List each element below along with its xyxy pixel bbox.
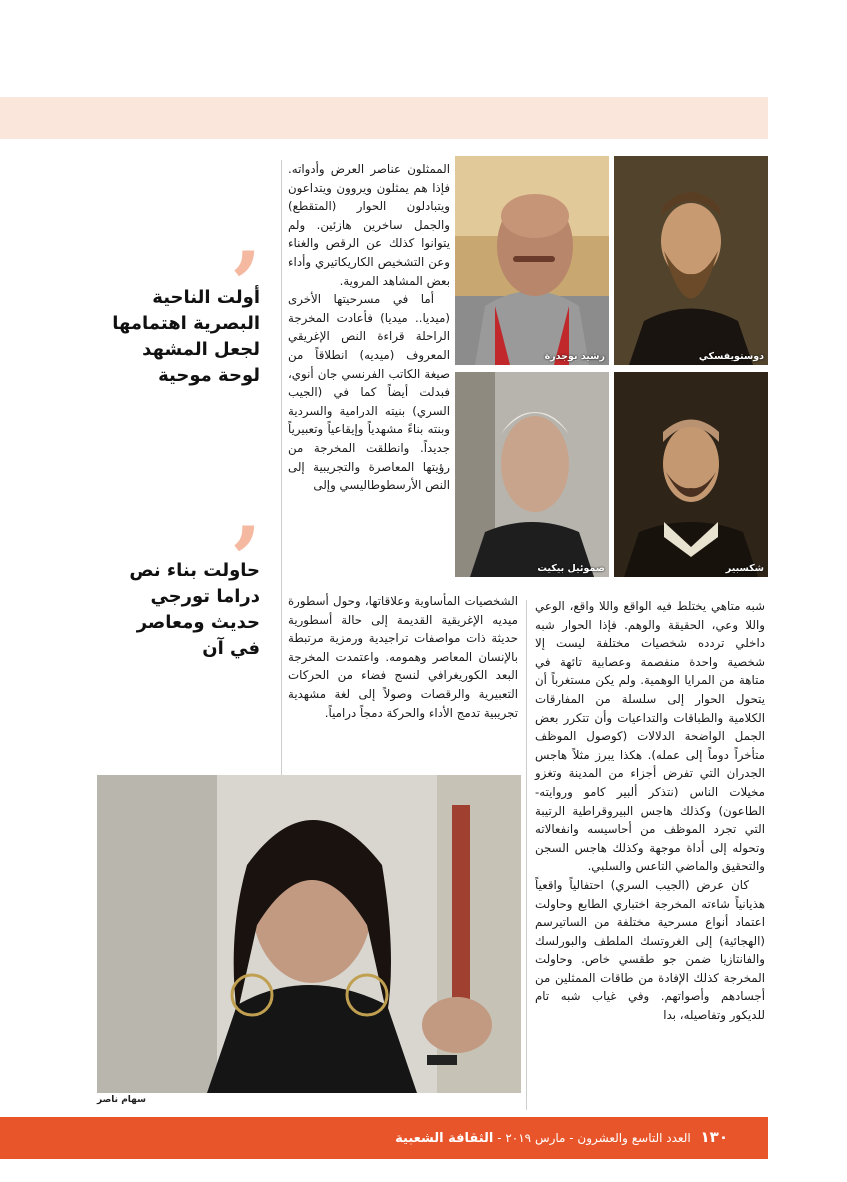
photo-shakespeare (614, 372, 768, 577)
portrait-image (614, 156, 768, 365)
caption-shakespeare: شكسبير (725, 563, 764, 574)
footer-band (0, 1117, 768, 1159)
portrait-image (97, 775, 521, 1093)
caption-siham: سهام ناصر (97, 1095, 146, 1105)
pull-quote-1: أولت الناحية البصرية اهتمامها لجعل المشهد لوحة موحية (112, 287, 260, 386)
page-number: ١٣٠ (700, 1128, 728, 1146)
quote-mark-2: ’ (230, 507, 262, 613)
paragraph: كان عرض (الجيب السري) احتفالياً واقعياً هذيانياً شاءته المخرجة اختباري الطابع وحاولت اعتماد أنواع مسرحية مختلفة من الساتيرسم (الهجائية) إلى الغروتسك الملطف والبورلسك والفانتازيا ضمن جو طقسي خاص. وحاولت المخرجة كذلك الإفادة من طاقات الممثلين من أجسادهم وأصواتهم. وفي غياب شبه تام للديكور وتفاصيله، بدا (535, 877, 765, 1023)
caption-beckett: صموئيل بيكيت (537, 563, 605, 574)
text-column-left-bottom (288, 592, 518, 722)
footer-info (395, 1128, 728, 1146)
photo-rachid-boudjedra (455, 156, 609, 365)
photo-dostoevsky (614, 156, 768, 365)
photo-siham-nasser (97, 775, 521, 1093)
column-divider-2 (526, 600, 527, 1110)
magazine-name: الثقافة الشعبية (395, 1131, 494, 1146)
paragraph: الشخصيات المأساوية وعلاقاتها، وحول أسطورة ميديه الإغريقية القديمة إلى حالة أسطورية حديثة ذات مواصفات تراجيدية ورمزية مرتبطة بالإنسان المعاصر وهمومه. واعتمدت المخرجة البعد الكوريغرافي لنسج فضاء من الحركات التعبيرية والرقصات وصولاً إلى لغة مشهدية تجريبية تدمج الأداء والحركة دمجاً درامياً. (288, 594, 518, 720)
text-column-right (535, 597, 765, 1025)
column-divider-1 (281, 160, 282, 775)
text-column-left-top (288, 160, 450, 495)
paragraph: أما في مسرحيتها الأخرى (ميديا.. ميديا) فأعادت المخرجة الراحلة قراءة النص الإغريقي المعروف (ميديه) انطلاقاً من صيغة الكاتب الفرنسي جان أنوي، فبدلت أيضاً كما في (الجيب السري) بنيته الدرامية والسردية وبنته بناءً مشهدياً وإيقاعياً وتعبيرياً جديداً. وانطلقت المخرجة من رؤيتها المعاصرة والتجريبية إلى النص الأرسطوطاليسي وإلى (288, 292, 450, 493)
header-band (0, 97, 768, 139)
paragraph: شبه متاهي يختلط فيه الواقع واللا واقع، الوعي واللا وعي، الحقيقة والوهم. فإذا الحوار شبه داخلي تردده شخصيات مختلفة ليست إلا شخصية واحدة منفصمة وعصابية تائهة في متاهة من المرايا الوهمية. ولم يكن مستغرباً أن يتحول الحوار إلى سلسلة من المفارقات الكلامية والطباقات والتداعيات وأن تتكرر بعض الجمل الواضحة الدلالات (كوصول الموظف متأخراً دوماً إلى عمله). هكذا يبرز مثلاً هاجس الجدران التي تفرض أجزاء من المدينة وتغزو مخيلات الناس (نتذكر ألبير كامو وروايته- الطاعون) وكذلك هاجس البيروقراطية الرتيبة التي تجرد الموظف من أحاسيسه وانفعالاته وتحوله إلى أداة موجهة وكذلك هاجس السجن والتحقيق والماضي التاعس والسلبي. (535, 599, 765, 874)
paragraph: الممثلون عناصر العرض وأدواته. فإذا هم يمثلون ويروون ويتداعون ويتبادلون الحوار (المتقطع) والجمل ساخرين هازئين. ولم يتوانوا كذلك عن الرقص والغناء وعن التشخيص الكاريكاتيري وأداء بعض المشاهد المروية. (288, 162, 450, 288)
portrait-image (614, 372, 768, 577)
portrait-image (455, 156, 609, 365)
quote-mark-1: ’ (230, 232, 262, 338)
caption-rachid: رشيد بوجدرة (544, 351, 605, 362)
photo-samuel-beckett (455, 372, 609, 577)
portrait-image (455, 372, 609, 577)
issue-info: العدد التاسع والعشرون - مارس ٢٠١٩ - (497, 1131, 691, 1145)
caption-dostoevsky: دوستويفسكي (698, 351, 764, 362)
pull-quote-2: حاولت بناء نص دراما تورجي حديث ومعاصر في آن (129, 560, 260, 659)
